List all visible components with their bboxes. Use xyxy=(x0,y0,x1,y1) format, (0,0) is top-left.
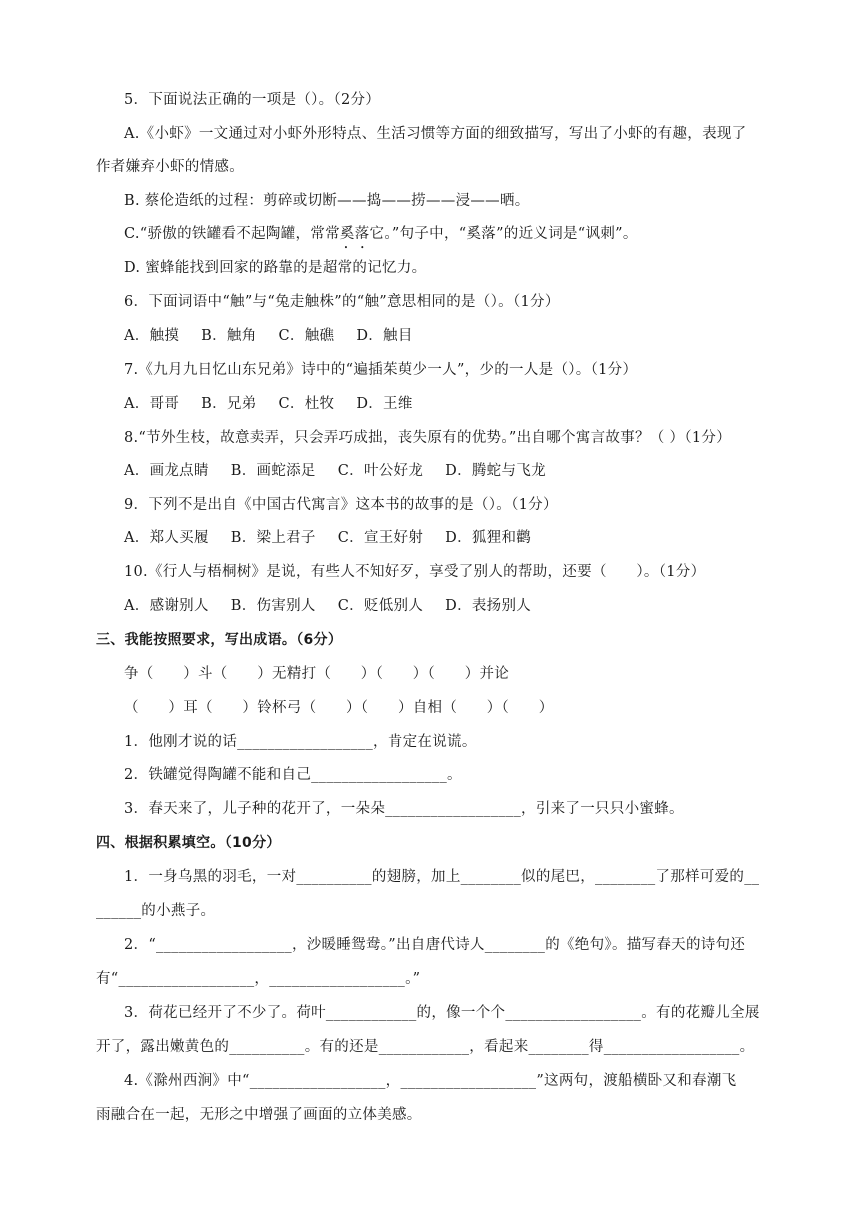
q9-option-b: B．梁上君子 xyxy=(230,530,316,546)
section-3-sentence-2: 2．铁罐觉得陶罐不能和自己__________________。 xyxy=(124,767,462,783)
section-4-item-4-line1: 4.《滁州西涧》中“__________________，__________________”这两句，渡船横卧又和春潮飞 xyxy=(124,1073,737,1089)
q5-option-d: D. 蜜蜂能找到回家的路靠的是超常的记忆力。 xyxy=(124,260,427,276)
q6-option-d: D．触目 xyxy=(356,328,413,344)
section-4-item-2-line2: 有“__________________，__________________。” xyxy=(96,971,421,987)
section-4-item-1-line2: ______的小燕子。 xyxy=(96,903,216,919)
q6-options xyxy=(124,326,413,346)
q5-option-c-post: 它。”句子中，“奚落”的近义词是“讽刺”。 xyxy=(369,226,638,242)
section-4-title: 四、根据积累填空。（10分） xyxy=(96,835,281,851)
q7-option-a: A．哥哥 xyxy=(124,396,180,412)
q5-option-c-pre: C.“骄傲的铁罐看不起陶罐，常常 xyxy=(124,226,340,242)
q5-option-a-line2: 作者嫌弃小虾的情感。 xyxy=(96,159,244,175)
q10-option-b: B．伤害别人 xyxy=(230,598,316,614)
q9-option-c: C．宣王好射 xyxy=(337,530,424,546)
q5-stem: 5．下面说法正确的一项是（）。（2分） xyxy=(124,92,381,108)
q8-option-c: C．叶公好龙 xyxy=(337,463,424,479)
q9-option-a: A．郑人买履 xyxy=(124,530,209,546)
q10-stem: 10.《行人与梧桐树》是说，有些人不知好歹，享受了别人的帮助，还要（ ）。（1分） xyxy=(124,564,706,580)
q7-option-b: B．兄弟 xyxy=(201,396,257,412)
q6-stem: 6．下面词语中“触”与“兔走触株”的“触”意思相同的是（）。（1分） xyxy=(124,294,560,310)
q8-option-a: A．画龙点睛 xyxy=(124,463,209,479)
section-4-item-3-line2: 开了，露出嫩黄色的__________。有的还是____________，看起来________得__________________。 xyxy=(96,1039,755,1055)
q9-options xyxy=(124,528,531,548)
q7-options xyxy=(124,394,413,414)
q8-stem: 8.“节外生枝，故意卖弄，只会弄巧成拙，丧失原有的优势。”出自哪个寓言故事？（ ）（1分） xyxy=(124,430,731,446)
q10-option-a: A．感谢别人 xyxy=(124,598,209,614)
q7-option-d: D．王维 xyxy=(356,396,413,412)
q9-option-d: D．狐狸和鹳 xyxy=(445,530,532,546)
q10-options xyxy=(124,596,531,616)
q8-option-b: B．画蛇添足 xyxy=(230,463,316,479)
q7-option-c: C．杜牧 xyxy=(278,396,335,412)
section-4-item-1-line1: 1．一身乌黑的羽毛，一对__________的翅膀，加上________似的尾巴，________了那样可爱的__ xyxy=(124,869,760,885)
section-3-sentence-1: 1．他刚才说的话__________________，肯定在说谎。 xyxy=(124,734,477,750)
q10-option-d: D．表扬别人 xyxy=(445,598,532,614)
q6-option-c: C．触礁 xyxy=(278,328,335,344)
q6-option-a: A．触摸 xyxy=(124,328,180,344)
q6-option-b: B．触角 xyxy=(201,328,257,344)
section-3-sentence-3: 3．春天来了，儿子种的花开了，一朵朵__________________，引来了一只只小蜜蜂。 xyxy=(124,801,684,817)
section-3-idiom-row-1: 争（ ）斗（ ）无精打（ ）（ ）（ ）并论 xyxy=(124,666,510,682)
q8-options xyxy=(124,461,546,481)
q9-stem: 9．下列不是出自《中国古代寓言》这本书的故事的是（）。（1分） xyxy=(124,497,558,513)
section-3-idiom-row-2: （ ）耳（ ）铃杯弓（ ）（ ）自相（ ）（ ） xyxy=(124,700,554,716)
q5-option-c xyxy=(124,224,638,244)
q8-option-d: D．腾蛇与飞龙 xyxy=(445,463,546,479)
q5-option-b: B. 蔡伦造纸的过程：剪碎或切断——捣——捞——浸——晒。 xyxy=(124,193,530,209)
q10-option-c: C．贬低别人 xyxy=(337,598,424,614)
section-4-item-3-line1: 3．荷花已经开了不少了。荷叶____________的，像一个个__________________。有的花瓣儿全展 xyxy=(124,1005,760,1021)
section-3-title: 三、我能按照要求，写出成语。（6分） xyxy=(96,632,343,648)
q5-option-c-emphasized-word: 奚落 • • xyxy=(340,224,370,244)
section-4-item-4-line2: 雨融合在一起，无形之中增强了画面的立体美感。 xyxy=(96,1107,422,1123)
section-4-item-2-line1: 2．“__________________，沙暖睡鸳鸯。”出自唐代诗人________的《绝句》。描写春天的诗句还 xyxy=(124,937,746,953)
q5-option-a-line1: A.《小虾》一文通过对小虾外形特点、生活习惯等方面的细致描写，写出了小虾的有趣，表现了 xyxy=(124,126,747,142)
q7-stem: 7.《九月九日忆山东兄弟》诗中的“遍插茱萸少一人”，少的一人是（）。（1分） xyxy=(124,362,638,378)
